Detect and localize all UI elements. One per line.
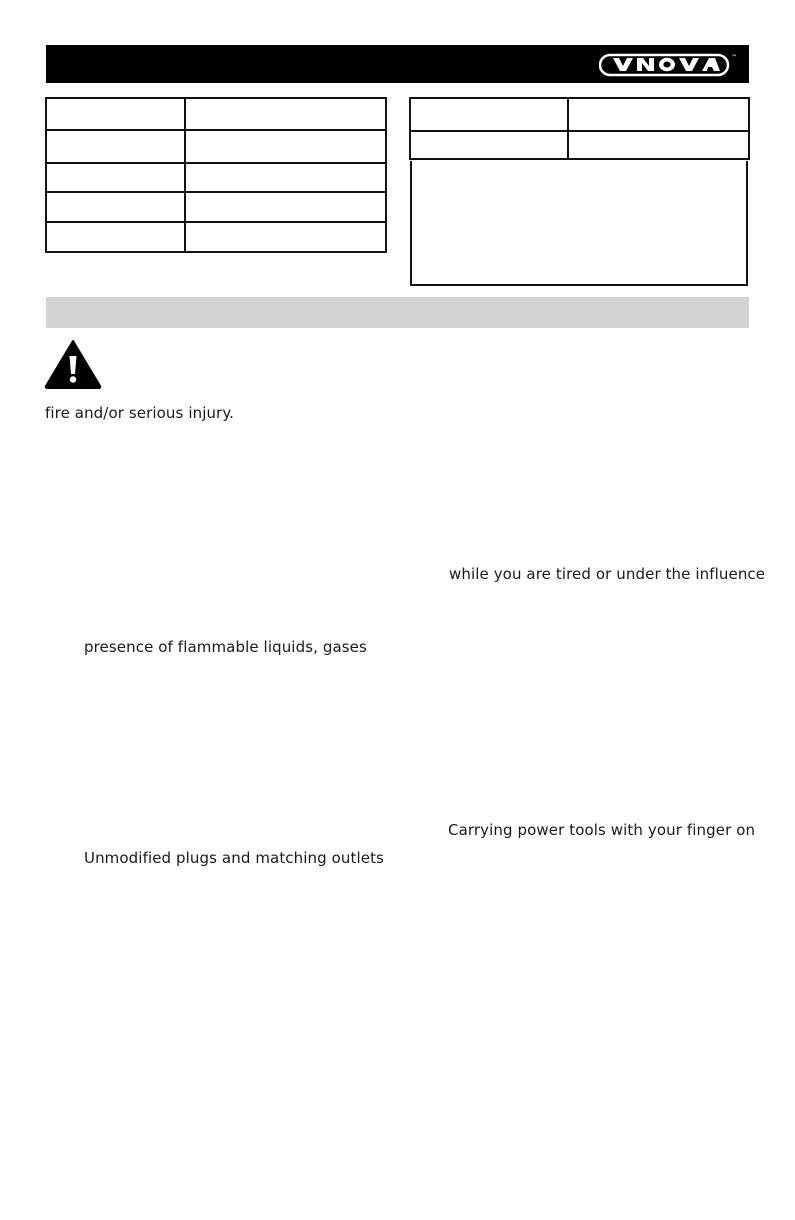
brand-logo bbox=[599, 51, 741, 77]
table-cell bbox=[185, 130, 386, 163]
table-cell bbox=[46, 98, 185, 130]
table-row bbox=[46, 98, 386, 130]
safety-text-fragment: fire and/or serious injury. bbox=[45, 404, 235, 422]
table-row bbox=[410, 131, 749, 159]
table-cell bbox=[410, 98, 568, 131]
header-bar bbox=[46, 45, 749, 83]
warning-triangle-icon bbox=[44, 339, 102, 389]
safety-text-fragment: Carrying power tools with your finger on bbox=[448, 821, 756, 839]
safety-text-fragment: presence of flammable liquids, gases bbox=[84, 638, 367, 656]
table-cell bbox=[185, 163, 386, 192]
table-cell bbox=[46, 192, 185, 222]
safety-text-fragment: Unmodified plugs and matching outlets bbox=[84, 849, 384, 867]
spec-notes-box bbox=[410, 161, 748, 286]
table-row bbox=[46, 192, 386, 222]
spec-table-right bbox=[409, 97, 750, 160]
table-cell bbox=[568, 98, 749, 131]
safety-text-fragment: while you are tired or under the influence bbox=[449, 565, 766, 583]
trademark-symbol: ™ bbox=[731, 54, 737, 61]
table-cell bbox=[568, 131, 749, 159]
spec-table-left bbox=[45, 97, 387, 253]
table-cell bbox=[185, 98, 386, 130]
table-cell bbox=[46, 163, 185, 192]
table-cell bbox=[185, 192, 386, 222]
table-row bbox=[46, 222, 386, 252]
table-cell bbox=[410, 131, 568, 159]
table-cell bbox=[46, 222, 185, 252]
table-row bbox=[46, 130, 386, 163]
table-row bbox=[46, 163, 386, 192]
section-heading-bar bbox=[46, 297, 749, 328]
table-cell bbox=[46, 130, 185, 163]
table-cell bbox=[185, 222, 386, 252]
table-row bbox=[410, 98, 749, 131]
